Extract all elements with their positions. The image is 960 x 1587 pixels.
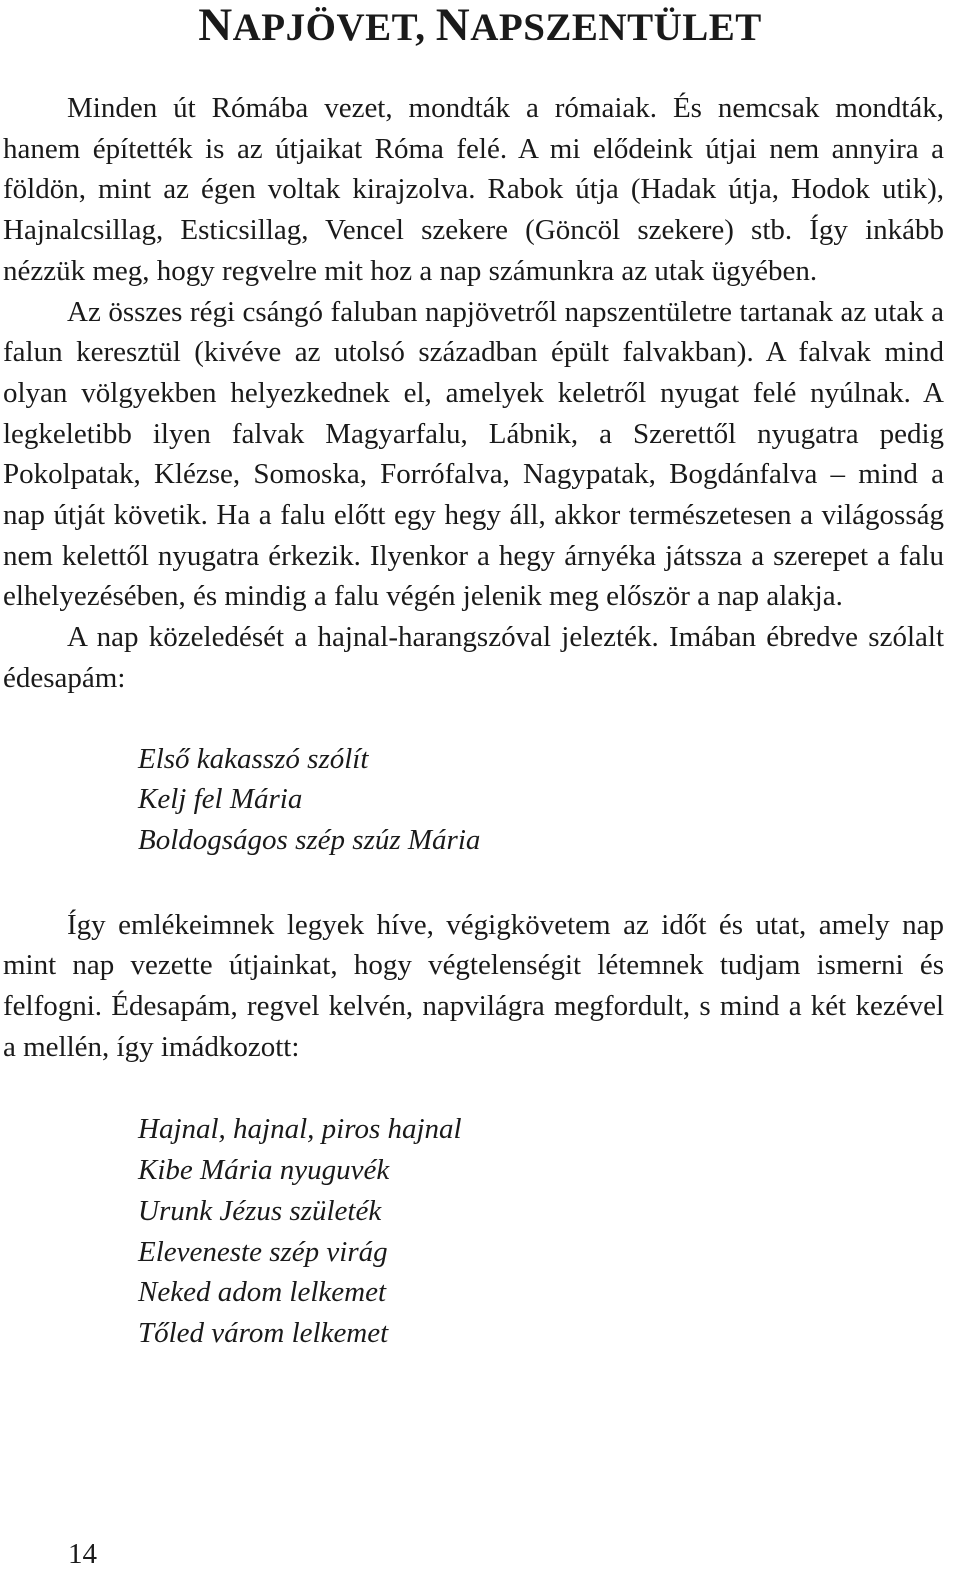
poem-line: Hajnal, hajnal, piros hajnal xyxy=(138,1113,462,1146)
title-rest-1: APJÖVET, xyxy=(232,6,436,49)
body-text xyxy=(3,88,944,1354)
chapter-title xyxy=(0,2,960,51)
poem-line: Kibe Mária nyuguvék xyxy=(138,1154,390,1187)
poem-line: Eleveneste szép virág xyxy=(138,1235,388,1268)
paragraph: Az összes régi csángó faluban napjövetről napszentületre tartanak az utak a falun keresztül (kivéve az utolsó században épült falvakban). A falvak mind olyan völgyekben helyezkednek el, amelyek keletről nyugat felé nyúlnak. A legkeletibb ilyen falvak Magyarfalu, Lábnik, a Szerettől nyugatra pedig Pokolpatak, Klézse, Somoska, Forrófalva, Nagypatak, Bogdánfalva – mind a nap útját követik. Ha a falu előtt egy hegy áll, akkor természetesen a világosság nem kelettől nyugatra érkezik. Ilyenkor a hegy árnyéka játssza a szerepet a falu elhelyezésében, és mindig a falu végén jelenik meg először a nap alakja. xyxy=(3,295,944,613)
poem-line: Első kakasszó szólít xyxy=(138,742,369,775)
poem-line: Urunk Jézus születék xyxy=(138,1194,382,1227)
title-initial-2: N xyxy=(435,0,471,51)
paragraph: Minden út Rómába vezet, mondták a rómaiak. És nemcsak mondták, hanem építették is az útjaikat Róma felé. A mi elődeink útjai nem annyira a földön, mint az égen voltak kirajzolva. Rabok útja (Hadak útja, Hodok utik), Hajnalcsillag, Esticsillag, Vencel szekere (Göncöl szekere) stb. Így inkább nézzük meg, hogy regvelre mit hoz a nap számunkra az utak ügyében. xyxy=(3,92,944,287)
poem-block xyxy=(138,739,944,861)
poem-line: Boldogságos szép szúz Mária xyxy=(138,823,481,856)
poem-line: Kelj fel Mária xyxy=(138,783,303,816)
paragraph: A nap közeledését a hajnal-harangszóval jelezték. Imában ébredve szólalt édesapám: xyxy=(3,621,944,694)
title-initial-1: N xyxy=(198,0,233,51)
page-number: 14 xyxy=(68,1538,97,1570)
title-rest-2: APSZENTÜLET xyxy=(470,6,762,49)
poem-line: Tőled várom lelkemet xyxy=(138,1316,389,1349)
paragraph: Így emlékeimnek legyek híve, végigkövetem az időt és utat, amely nap mint nap vezette útjainkat, hogy végtelenségit létemnek tudjam ismerni és felfogni. Édesapám, regvel kelvén, napvilágra megfordult, s mind a két kezével a mellén, így imádkozott: xyxy=(3,908,944,1063)
poem-line: Neked adom lelkemet xyxy=(138,1276,387,1309)
prayer-block xyxy=(138,1109,944,1353)
